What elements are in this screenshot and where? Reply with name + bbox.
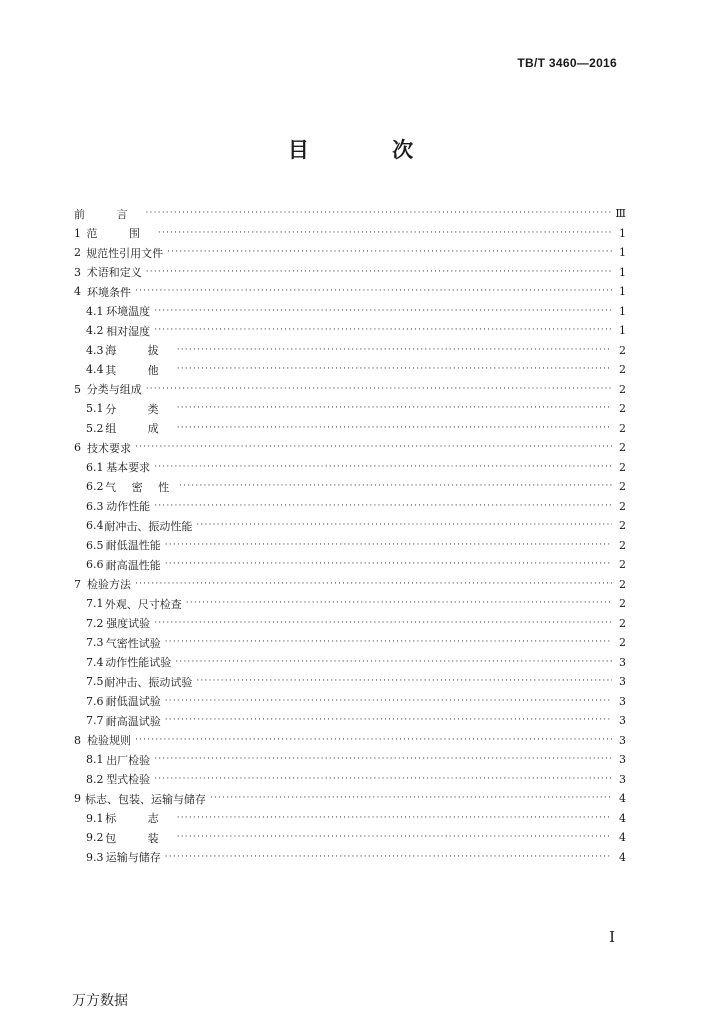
toc-entry-title: 出厂检验 xyxy=(106,753,151,767)
toc-entry-title: 运输与储存 xyxy=(105,851,161,865)
toc-leader-dots xyxy=(154,619,612,628)
toc-entry xyxy=(74,633,626,653)
toc-entry-title: 标志、包装、运输与储存 xyxy=(85,792,206,806)
toc-leader-dots xyxy=(154,307,612,316)
toc-entry-title: 分 类 xyxy=(105,402,173,416)
toc-entry xyxy=(74,516,626,536)
toc-entry-page: 1 xyxy=(619,265,626,279)
toc-entry-page: 2 xyxy=(619,460,626,474)
toc-entry-title: 耐高温试验 xyxy=(105,714,161,728)
toc-entry xyxy=(74,575,626,595)
toc-entry xyxy=(74,731,626,751)
toc-leader-dots xyxy=(165,638,612,647)
toc-entry-title: 基本要求 xyxy=(106,461,151,475)
page-title: 目 次 xyxy=(287,138,452,162)
toc-leader-dots xyxy=(167,248,612,257)
toc-leader-dots xyxy=(146,209,612,218)
toc-entry-number: 7.3 xyxy=(86,636,104,650)
toc-entry xyxy=(74,750,626,770)
toc-leader-dots xyxy=(154,755,612,764)
toc-entry-title: 气 密 性 xyxy=(105,480,176,494)
toc-entry-page: 2 xyxy=(619,343,626,357)
toc-entry xyxy=(74,243,626,263)
toc-entry-page: 4 xyxy=(619,850,626,864)
toc-entry-title: 检验规则 xyxy=(87,734,132,748)
toc-entry xyxy=(74,692,626,712)
toc-entry-title: 型式检验 xyxy=(106,773,151,787)
toc-leader-dots xyxy=(135,580,612,589)
toc-entry-page: 3 xyxy=(619,714,626,728)
toc-entry-number: 1 xyxy=(74,226,81,240)
toc-entry-number: 2 xyxy=(74,246,81,260)
toc-entry-title: 海 拔 xyxy=(105,344,173,358)
toc-entry-number: 7.2 xyxy=(86,616,104,630)
toc-entry-title: 规范性引用文件 xyxy=(86,246,164,260)
toc-entry xyxy=(74,653,626,673)
toc-entry-number: 7.5 xyxy=(86,675,104,689)
toc-leader-dots xyxy=(135,287,612,296)
toc-entry-title: 外观、尺寸检查 xyxy=(104,597,182,611)
toc-entry-title: 前 言 xyxy=(74,207,142,221)
toc-entry-title: 耐高温性能 xyxy=(105,558,161,572)
toc-entry xyxy=(74,477,626,497)
toc-leader-dots xyxy=(165,541,612,550)
toc-entry-title: 技术要求 xyxy=(87,441,132,455)
toc-entry-page: 2 xyxy=(619,577,626,591)
toc-entry-number: 7 xyxy=(74,577,81,591)
toc-entry-title: 术语和定义 xyxy=(86,266,142,280)
toc-leader-dots xyxy=(154,463,612,472)
toc-entry-page: 2 xyxy=(619,363,626,377)
toc-entry-page: 4 xyxy=(619,811,626,825)
toc-entry-page: 2 xyxy=(619,597,626,611)
toc-leader-dots xyxy=(196,521,612,530)
toc-leader-dots xyxy=(177,814,612,823)
toc-leader-dots xyxy=(165,716,612,725)
toc-entry-number: 4.2 xyxy=(86,324,104,338)
toc-entry-title: 环境条件 xyxy=(87,285,132,299)
toc-entry-number: 3 xyxy=(74,265,81,279)
toc-entry-number: 5.1 xyxy=(86,402,104,416)
toc-entry-title: 标 志 xyxy=(105,812,173,826)
toc-entry-page: 2 xyxy=(619,382,626,396)
toc-entry xyxy=(74,399,626,419)
toc-leader-dots xyxy=(135,736,612,745)
toc-entry xyxy=(74,555,626,575)
toc-entry-number: 6.4 xyxy=(86,519,104,533)
toc-entry-page: 2 xyxy=(619,499,626,513)
toc-entry-title: 相对湿度 xyxy=(106,324,151,338)
toc-leader-dots xyxy=(154,502,612,511)
toc-entry xyxy=(74,302,626,322)
toc-entry-number: 9 xyxy=(74,792,81,806)
toc-entry xyxy=(74,438,626,458)
toc-leader-dots xyxy=(210,794,612,803)
toc-leader-dots xyxy=(154,775,612,784)
toc-entry-page: 2 xyxy=(619,480,626,494)
watermark-text: 万方数据 xyxy=(72,993,128,1009)
toc-leader-dots xyxy=(179,482,612,491)
toc-entry-number: 9.2 xyxy=(86,831,104,845)
toc-leader-dots xyxy=(177,404,612,413)
toc-leader-dots xyxy=(146,268,612,277)
toc-entry xyxy=(74,672,626,692)
toc-entry-title: 环境温度 xyxy=(106,305,151,319)
toc-entry-number: 7.1 xyxy=(86,597,104,611)
toc-entry-title: 分类与组成 xyxy=(86,383,142,397)
toc-entry-page: 1 xyxy=(619,226,626,240)
toc-entry xyxy=(74,789,626,809)
toc-entry-title: 组 成 xyxy=(105,422,173,436)
toc-entry-number: 4.4 xyxy=(86,363,104,377)
page-number: I xyxy=(609,928,615,946)
toc-entry-page: 3 xyxy=(619,753,626,767)
toc-leader-dots xyxy=(177,424,612,433)
toc-entry xyxy=(74,419,626,439)
toc-entry xyxy=(74,614,626,634)
toc-leader-dots xyxy=(165,560,612,569)
toc-leader-dots xyxy=(175,658,612,667)
toc-leader-dots xyxy=(165,853,612,862)
toc-entry-page: 3 xyxy=(619,733,626,747)
toc-entry-page: 2 xyxy=(619,538,626,552)
toc-entry-number: 7.7 xyxy=(86,714,104,728)
toc-leader-dots xyxy=(186,599,612,608)
toc-entry-number: 8.2 xyxy=(86,772,104,786)
toc-leader-dots xyxy=(177,346,612,355)
toc-entry-title: 其 他 xyxy=(105,363,173,377)
toc-entry-number: 7.6 xyxy=(86,694,104,708)
toc-entry-page: 1 xyxy=(619,304,626,318)
toc-entry-page: 2 xyxy=(619,421,626,435)
toc-entry-title: 气密性试验 xyxy=(105,636,161,650)
toc-entry-title: 耐低温性能 xyxy=(105,539,161,553)
toc-entry xyxy=(74,536,626,556)
toc-entry-page: 3 xyxy=(619,772,626,786)
toc-entry xyxy=(74,224,626,244)
toc-entry-page: 2 xyxy=(619,519,626,533)
toc-entry-title: 动作性能试验 xyxy=(105,656,172,670)
toc-leader-dots xyxy=(135,443,612,452)
toc-entry-number: 7.4 xyxy=(86,655,104,669)
standard-code: TB/T 3460—2016 xyxy=(517,56,617,70)
toc-entry-page: 3 xyxy=(619,675,626,689)
toc-entry-title: 强度试验 xyxy=(106,617,151,631)
toc-entry xyxy=(74,497,626,517)
toc-entry-page: Ⅲ xyxy=(615,207,626,221)
toc-entry-number: 6.3 xyxy=(86,499,104,513)
toc-entry-number: 5 xyxy=(74,382,81,396)
table-of-contents xyxy=(74,204,626,867)
toc-entry-title: 包 装 xyxy=(105,831,173,845)
toc-entry-number: 6.6 xyxy=(86,558,104,572)
toc-entry-number: 9.1 xyxy=(86,811,104,825)
toc-entry-number: 8.1 xyxy=(86,753,104,767)
toc-entry-page: 1 xyxy=(619,324,626,338)
toc-leader-dots xyxy=(146,385,612,394)
toc-entry-page: 2 xyxy=(619,636,626,650)
toc-leader-dots xyxy=(177,833,612,842)
toc-entry-title: 耐冲击、振动试验 xyxy=(104,675,193,689)
toc-entry xyxy=(74,341,626,361)
toc-entry-title: 动作性能 xyxy=(106,500,151,514)
toc-entry xyxy=(74,360,626,380)
toc-entry-page: 1 xyxy=(619,246,626,260)
toc-entry-title: 检验方法 xyxy=(87,578,132,592)
toc-entry xyxy=(74,809,626,829)
toc-entry xyxy=(74,321,626,341)
toc-entry-number: 6 xyxy=(74,441,81,455)
toc-leader-dots xyxy=(196,677,612,686)
toc-leader-dots xyxy=(158,229,612,238)
toc-entry xyxy=(74,594,626,614)
toc-entry-number: 4.1 xyxy=(86,304,104,318)
toc-entry xyxy=(74,380,626,400)
toc-entry xyxy=(74,848,626,868)
toc-entry xyxy=(74,711,626,731)
toc-entry-number: 5.2 xyxy=(86,421,104,435)
toc-entry xyxy=(74,282,626,302)
toc-entry xyxy=(74,204,626,224)
toc-entry-title: 耐低温试验 xyxy=(105,695,161,709)
toc-entry xyxy=(74,458,626,478)
toc-entry-page: 1 xyxy=(619,285,626,299)
toc-entry-page: 4 xyxy=(619,831,626,845)
toc-leader-dots xyxy=(165,697,612,706)
toc-entry-number: 6.1 xyxy=(86,460,104,474)
toc-entry-number: 4 xyxy=(74,285,81,299)
toc-entry-page: 2 xyxy=(619,616,626,630)
toc-entry xyxy=(74,263,626,283)
toc-leader-dots xyxy=(154,326,612,335)
toc-entry-page: 4 xyxy=(619,792,626,806)
toc-entry-page: 2 xyxy=(619,402,626,416)
toc-entry-page: 2 xyxy=(619,558,626,572)
toc-entry-number: 4.3 xyxy=(86,343,104,357)
toc-entry-page: 2 xyxy=(619,441,626,455)
toc-entry xyxy=(74,770,626,790)
toc-entry-number: 9.3 xyxy=(86,850,104,864)
toc-entry xyxy=(74,828,626,848)
toc-entry-number: 6.2 xyxy=(86,480,104,494)
toc-entry-title: 范 围 xyxy=(86,227,154,241)
toc-entry-title: 耐冲击、振动性能 xyxy=(104,519,193,533)
toc-leader-dots xyxy=(177,365,612,374)
toc-entry-number: 8 xyxy=(74,733,81,747)
toc-entry-number: 6.5 xyxy=(86,538,104,552)
toc-entry-page: 3 xyxy=(619,655,626,669)
toc-entry-page: 3 xyxy=(619,694,626,708)
